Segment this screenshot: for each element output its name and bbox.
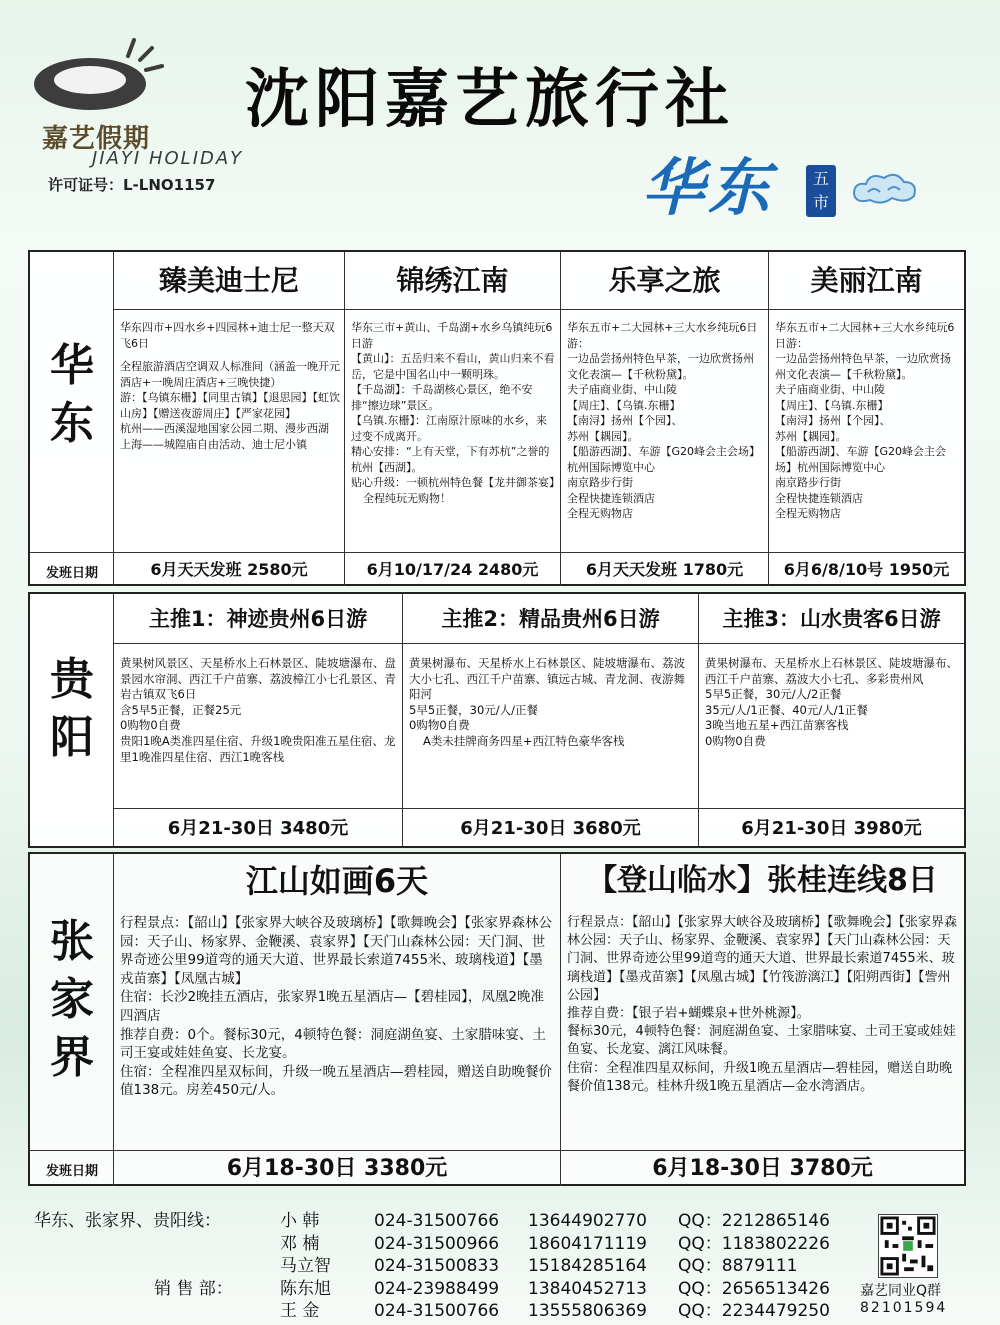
tour-line: 【船游西湖】、车游【G20峰会主会场】杭州国际博览中心: [775, 445, 947, 474]
tour-line: 杭州——西溪湿地国家公园二期、漫步西湖: [120, 422, 329, 435]
tour-line: 精心安排：“上有天堂，下有苏杭”之誉的杭州【西湖】。: [351, 445, 550, 474]
contact-name: 小 韩: [280, 1211, 320, 1231]
contact-row: [34, 1278, 854, 1301]
tour-line: 全程无购物店: [567, 507, 633, 520]
tour-title: 【登山临水】张桂连线8日: [587, 863, 938, 898]
tour-line: 华东三市+黄山、千岛湖+水乡乌镇纯玩6日游: [351, 321, 553, 350]
tour-line: 0购物0自费: [409, 718, 470, 733]
zhangjiajie-side: [30, 854, 114, 1186]
tour-line: 0购物0自费: [705, 733, 766, 748]
contact-name: 陈东旭: [280, 1278, 331, 1299]
tour-line: 行程景点：【韶山】【张家界大峡谷及玻璃桥】【歌舞晚会】【张家界森林公园：天子山、杨家界、金鞭溪、袁家界】【天门山森林公园：天门洞、世界奇迹公里99道弯的通天大道、世界最长索道7455米、玻璃栈道】【墨戎苗寨】【凤凰古城】: [120, 915, 552, 987]
tour-line: 【南浔】扬州【个园】、: [567, 414, 683, 427]
contact-qq: QQ：8879111: [678, 1256, 798, 1276]
sales-label: 销 售 部：: [154, 1278, 233, 1299]
departure-price: 6月18-30日 3780元: [561, 1150, 964, 1186]
huadong-side-char-1: 华: [50, 340, 94, 391]
tour-column: [402, 594, 698, 848]
contact-phone: 024-31500966: [374, 1233, 500, 1254]
tour-line: 35元/人/1正餐、40元/人/1正餐: [705, 702, 868, 717]
tour-line: 【船游西湖】、车游【G20峰会主会场】杭州国际博览中心: [567, 445, 761, 474]
tour-line: 住宿：全程准四星双标间，升级1晚五星酒店—碧桂园，赠送自助晚餐价值138元。桂林升级1晚五星酒店—金水湾酒店。: [567, 1060, 953, 1094]
tour-column: [768, 252, 964, 586]
departure-price: 6月21-30日 3680元: [403, 808, 698, 848]
tour-line: 【千岛湖】：千岛湖核心景区，绝不安排“擦边球”景区。: [351, 383, 533, 412]
tour-line: 游：【乌镇东栅】【同里古镇】【退思园】【虹饮山房】【赠送夜游周庄】【严家花园】: [120, 391, 340, 420]
contact-name: 邓 楠: [280, 1233, 320, 1254]
qr-code-icon[interactable]: [878, 1214, 938, 1278]
qr-group-number: 82101594: [860, 1300, 948, 1316]
tour-line: 夫子庙商业街、中山陵: [775, 383, 885, 396]
tour-line: 南京路步行街: [567, 476, 633, 489]
tour-title: 主推2：精品贵州6日游: [403, 594, 698, 644]
huadong-date-label: 发班日期: [45, 566, 98, 581]
tour-line: A类未挂牌商务四星+西江特色豪华客栈: [423, 733, 625, 748]
tour-line: 行程景点：【韶山】【张家界大峡谷及玻璃桥】【歌舞晚会】【张家界森林公园：天子山、杨家界、金鞭溪、袁家界】【天门山森林公园：天门洞、世界奇迹公里99道弯的通天大道、世界最长索道7455米、玻璃栈道】【墨戎苗寨】【凤凰古城】【竹筏游漓江】【阳朔西街】【訾州公园】: [567, 915, 958, 1003]
contact-row: [34, 1233, 854, 1256]
tour-line: 【周庄】、【乌镇.东栅】: [775, 398, 889, 412]
contact-row: [34, 1255, 854, 1278]
departure-price: 6月21-30日 3980元: [699, 808, 964, 848]
contact-row: [34, 1210, 854, 1233]
tour-line: 【南浔】扬州【个园】、: [775, 414, 891, 427]
tour-line: 夫子庙商业街、中山陵: [567, 383, 677, 396]
guiyang-section: [28, 592, 966, 848]
huadong-side: [30, 252, 114, 586]
tour-details: [775, 320, 960, 522]
tour-line: 华东五市+二大园林+三大水乡纯玩6日游：: [775, 321, 955, 350]
license-number: 许可证号：L-LNO1157: [48, 176, 216, 194]
tour-line: 推荐自费：0个。餐标30元，4顿特色餐：洞庭湖鱼宴、土家腊味宴、土司王宴或娃娃鱼宴、长龙宴。: [120, 1026, 546, 1062]
logo-icon: [28, 36, 168, 116]
cloud-icon: [848, 168, 920, 208]
tour-line: 苏州【耦园】。: [567, 429, 639, 443]
tour-line: 住宿：全程准四星双标间，升级一晚五星酒店—碧桂园，赠送自助晚餐价值138元。房差450元/人。: [120, 1063, 552, 1099]
contact-mobile: 18604171119: [528, 1233, 647, 1254]
tour-line: 5早5正餐，30元/人/2正餐: [705, 687, 842, 702]
contact-name: 王 金: [280, 1301, 320, 1321]
tour-title: 主推1：神迹贵州6日游: [114, 594, 402, 644]
qr-label: 嘉艺同业Q群: [860, 1283, 942, 1299]
tour-line: 【周庄】、【乌镇.东栅】: [567, 398, 681, 412]
tour-details: [351, 320, 560, 506]
tour-details: [120, 656, 398, 765]
departure-price: 6月6/8/10号 1950元: [769, 552, 964, 586]
tour-line: 贵阳1晚A类准四星住宿、升级1晚贵阳准五星住宿、龙里1晚准四星住宿、西江1晚客栈: [120, 733, 396, 764]
tour-title: 江山如画6天: [245, 862, 429, 900]
tour-line: 全程无购物店: [775, 507, 841, 520]
tour-line: 全程快捷连锁酒店: [567, 491, 655, 505]
contact-phone: 024-31500766: [374, 1301, 500, 1321]
tour-details: [567, 320, 764, 522]
tour-title: 主推3：山水贵客6日游: [699, 594, 964, 644]
departure-price: 6月21-30日 3480元: [114, 808, 402, 848]
contact-mobile: 15184285164: [528, 1256, 647, 1276]
zhangjiajie-date-label: 发班日期: [45, 1164, 98, 1179]
tour-title: 锦绣江南: [345, 252, 560, 310]
contact-phone: 024-31500766: [374, 1211, 500, 1231]
zhangjiajie-side-char-3: 界: [50, 1032, 94, 1083]
tour-line: 全程纯玩无购物！: [363, 491, 451, 505]
zhangjiajie-section: [28, 852, 966, 1186]
logo-cn-text: 嘉艺假期: [42, 124, 151, 154]
contact-phone: 024-31500833: [374, 1256, 500, 1276]
tour-column: [114, 252, 344, 586]
route-label: 华东、张家界、贵阳线：: [34, 1211, 221, 1231]
contact-qq: QQ：2212865146: [678, 1211, 830, 1231]
tour-line: 5早5正餐，30元/人/正餐: [409, 702, 539, 717]
contact-mobile: 13555806369: [528, 1301, 647, 1321]
five-city-text: 五市: [813, 169, 830, 212]
tour-line: 苏州【耦园】。: [775, 429, 847, 443]
contact-list: [34, 1210, 854, 1323]
tour-line: 含5早5正餐，正餐25元: [120, 702, 242, 717]
tour-line: 【乌镇.东栅】：江南原汁原味的水乡，来过变不成离开。: [351, 414, 547, 443]
tour-line: 黄果树瀑布、天星桥水上石林景区、陡坡塘瀑布、西江千户苗寨、荔波大小七孔、多彩贵州风: [705, 656, 958, 686]
tour-line: 黄果树瀑布、天星桥水上石林景区、陡坡塘瀑布、荔波大小七孔、西江千户苗寨、镇远古城、青龙洞、夜游舞阳河: [409, 656, 685, 702]
contact-qq: QQ：1183802226: [678, 1233, 830, 1254]
tour-line: 3晚当地五星+西江苗寨客栈: [705, 718, 849, 733]
contact-mobile: 13644902770: [528, 1211, 647, 1231]
tour-details: [705, 656, 960, 750]
tour-line: 一边品尝扬州特色早茶，一边欣赏扬州文化表演—【千秋粉黛】。: [775, 352, 951, 381]
tour-line: 【黄山】：五岳归来不看山，黄山归来不看岳，它是中国名山中一颗明珠。: [351, 352, 555, 381]
departure-price: 6月天天发班 2580元: [114, 552, 344, 586]
five-city-badge: [806, 165, 836, 217]
tour-details: [409, 656, 694, 750]
tour-title: 臻美迪士尼: [114, 252, 344, 310]
region-title: 华东: [642, 151, 775, 224]
tour-title: 乐享之旅: [561, 252, 768, 310]
tour-line: 华东五市+二大园林+三大水乡纯玩6日游：: [567, 321, 758, 350]
tour-column: [344, 252, 560, 586]
tour-details: [120, 320, 340, 452]
tour-line: 南京路步行街: [775, 476, 841, 489]
contact-row: [34, 1300, 854, 1323]
tour-line: [120, 351, 340, 359]
tour-column: [698, 594, 964, 848]
tour-line: 餐标30元，4顿特色餐：洞庭湖鱼宴、土家腊味宴、土司王宴或娃娃鱼宴、长龙宴、漓江风味餐。: [567, 1024, 956, 1058]
tour-column: [560, 854, 964, 1186]
guiyang-side-char-2: 阳: [50, 712, 94, 763]
tour-line: 推荐自费：【银子岩+蝴蝶泉+世外桃源】。: [567, 1006, 810, 1022]
tour-line: 黄果树风景区、天星桥水上石林景区、陡坡塘瀑布、盘景园水帘洞、西江千户苗寨、荔波樟江小七孔景区、青岩古镇双飞6日: [120, 656, 396, 702]
guiyang-side: [30, 594, 114, 848]
tour-details: [567, 914, 960, 1096]
tour-column: [560, 252, 768, 586]
contact-qq: QQ：2656513426: [678, 1278, 830, 1299]
tour-line: 0购物0自费: [120, 718, 181, 733]
zhangjiajie-side-char-1: 张: [50, 916, 94, 967]
tour-line: 上海——城隍庙自由活动、迪士尼小镇: [120, 437, 307, 451]
departure-price: 6月天天发班 1780元: [561, 552, 768, 586]
contact-phone: 024-23988499: [374, 1278, 500, 1299]
tour-line: 一边品尝扬州特色早茶，一边欣赏扬州文化表演—【千秋粉黛】。: [567, 352, 754, 381]
tour-line: 住宿：长沙2晚挂五酒店，张家界1晚五星酒店—【碧桂园】，凤凰2晚准四酒店: [120, 989, 545, 1024]
page-title: 沈阳嘉艺旅行社: [245, 63, 735, 137]
tour-title: 美丽江南: [769, 252, 964, 310]
tour-line: 全程旅游酒店空调双人标准间（涵盖一晚开元酒店+一晚周庄酒店+三晚快捷）: [120, 360, 340, 389]
contact-name: 马立智: [280, 1256, 331, 1276]
tour-line: 贴心升级：一顿杭州特色餐【龙井御茶宴】: [351, 476, 560, 489]
contact-mobile: 13840452713: [528, 1278, 647, 1299]
huadong-section: [28, 250, 966, 586]
huadong-side-char-2: 东: [50, 398, 94, 449]
tour-column: [114, 594, 402, 848]
logo-en-text: JIAYI HOLIDAY: [92, 148, 244, 169]
zhangjiajie-side-char-2: 家: [50, 974, 94, 1025]
contact-qq: QQ：2234479250: [678, 1301, 830, 1321]
tour-details: [120, 914, 556, 1100]
tour-line: 全程快捷连锁酒店: [775, 491, 863, 505]
guiyang-side-char-1: 贵: [50, 654, 94, 705]
departure-price: 6月10/17/24 2480元: [345, 552, 560, 586]
departure-price: 6月18-30日 3380元: [114, 1150, 560, 1186]
tour-column: [114, 854, 560, 1186]
tour-line: 华东四市+四水乡+四园林+迪士尼一整天双飞6日: [120, 321, 335, 350]
